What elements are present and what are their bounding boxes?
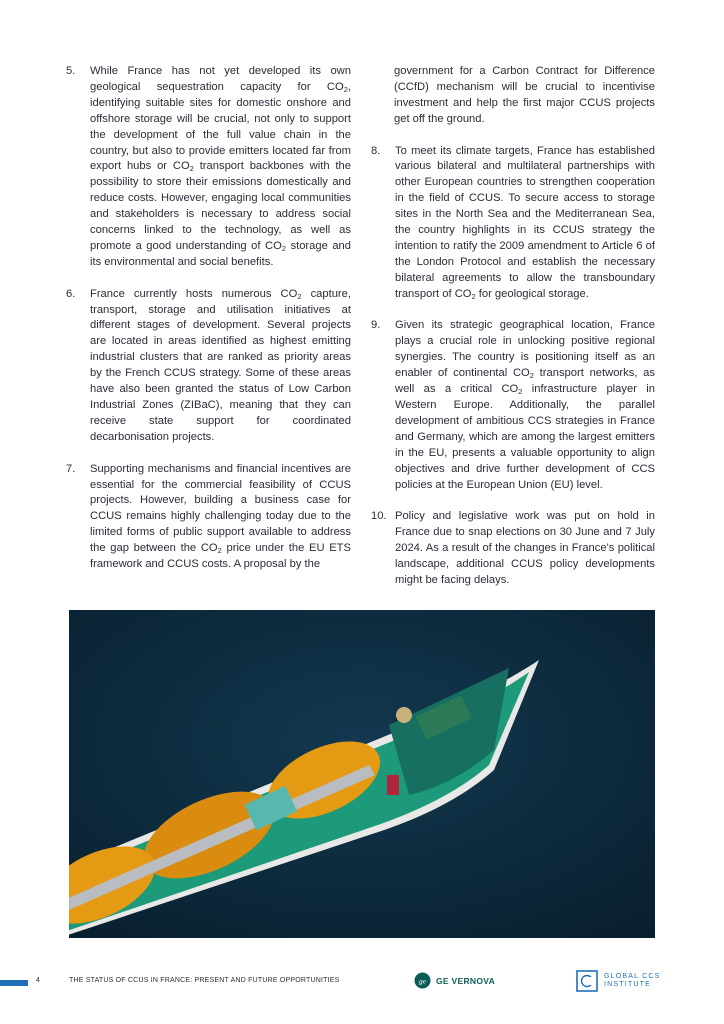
gccs-line1: GLOBAL CCS bbox=[604, 972, 661, 980]
item-number: 7. bbox=[66, 462, 76, 475]
page-number: 4 bbox=[36, 977, 40, 984]
item-text: While France has not yet developed its own geological sequestration capacity for $CO_2$, identifying suitable sites for domestic onshore and offshore storage will be crucial, not only to support the development of the full value chain in the country, but also to provide emitters located far from export hubs or $CO_2$ transport backbones with the possibility to store their emissions domestically and reduce costs. However, engaging local communities and stakeholders is necessary to address social concerns linked to the technology, as well as promote a good understanding of $CO_2$ storage and its environmental and social benefits. bbox=[90, 65, 351, 268]
item-number: 5. bbox=[66, 65, 76, 77]
item-number: 9. bbox=[371, 319, 381, 332]
list-item-6 bbox=[66, 287, 351, 446]
list-item-5 bbox=[66, 64, 351, 271]
item-text: Supporting mechanisms and financial incentives are essential for the commercial feasibility of CCUS projects. However, building a business case for CCUS remains highly challenging today due to the limited forms of public support available to address the gap between the $CO_2$ price under the EU ETS framework and CCUS costs. A proposal by the bbox=[90, 462, 351, 571]
global-ccs-institute-logo bbox=[576, 970, 660, 992]
list-item-9 bbox=[371, 318, 655, 493]
list-item-10 bbox=[371, 509, 655, 589]
item-number: 8. bbox=[371, 144, 381, 157]
ge-vernova-name: GE VERNOVA bbox=[436, 975, 496, 986]
item-number: 6. bbox=[66, 287, 76, 300]
item-text: France currently hosts numerous $CO_2$ capture, transport, storage and utilisation initiatives at different stages of development. Several projects are located in areas identified as highest emitting industrial clusters that are ranked as priority areas by the French CCUS strategy. Some of these areas have also been granted the status of Low Carbon Industrial Zones (ZIBaC), meaning that they can receive state support for coordinated decarbonisation projects. bbox=[90, 287, 351, 443]
ge-vernova-logo bbox=[414, 972, 495, 989]
right-column bbox=[371, 64, 655, 605]
item-text: To meet its climate targets, France has established various bilateral and multilateral partnerships with other European countries to strengthen cooperation in the field of CCUS. To secure access to storage sites in the North Sea and the Mediterranean Sea, the country highlights in its CCUS strategy the intention to ratify the 2009 amendment to Article 6 of the London Protocol and establish the necessary bilateral agreements to allow the transboundary transport of $CO_2$ for geological storage. bbox=[395, 144, 655, 301]
ge-monogram-icon bbox=[414, 972, 431, 989]
list-item-8 bbox=[371, 144, 655, 303]
item-text: Policy and legislative work was put on hold in France due to snap elections on 30 June and 7 July 2024. As a result of the changes in France's political landscape, additional CCUS policy developments might be facing delays. bbox=[395, 510, 655, 586]
svg-text:ge: ge bbox=[418, 976, 427, 986]
gccs-line2: INSTITUTE bbox=[604, 981, 651, 988]
footer-accent-bar bbox=[0, 980, 28, 986]
item-number: 10. bbox=[371, 510, 387, 523]
gccs-globe-icon bbox=[576, 970, 598, 992]
list-item-7 bbox=[66, 462, 351, 573]
left-column bbox=[66, 64, 351, 589]
footer-title: THE STATUS OF CCUS IN FRANCE: PRESENT AND FUTURE OPPORTUNITIES bbox=[69, 977, 340, 984]
ship-photo bbox=[69, 610, 655, 938]
item-7-continuation: government for a Carbon Contract for Difference (CCfD) mechanism will be crucial to incentivise investment and help the first major CCUS projects get off the ground. bbox=[394, 65, 655, 125]
item-text: Given its strategic geographical location, France plays a crucial role in unlocking positive regional synergies. The country is positioning itself as an enabler of continental $CO_2$ transport networks, as well as a critical $CO_2$ infrastructure player in Western Europe. Additionally, the parallel development of ambitious CCS strategies in France and Germany, which are among the largest emitters in the EU, presents a valuable opportunity to align objectives and drive further development of CCS policies at the European Union (EU) level. bbox=[395, 319, 655, 491]
